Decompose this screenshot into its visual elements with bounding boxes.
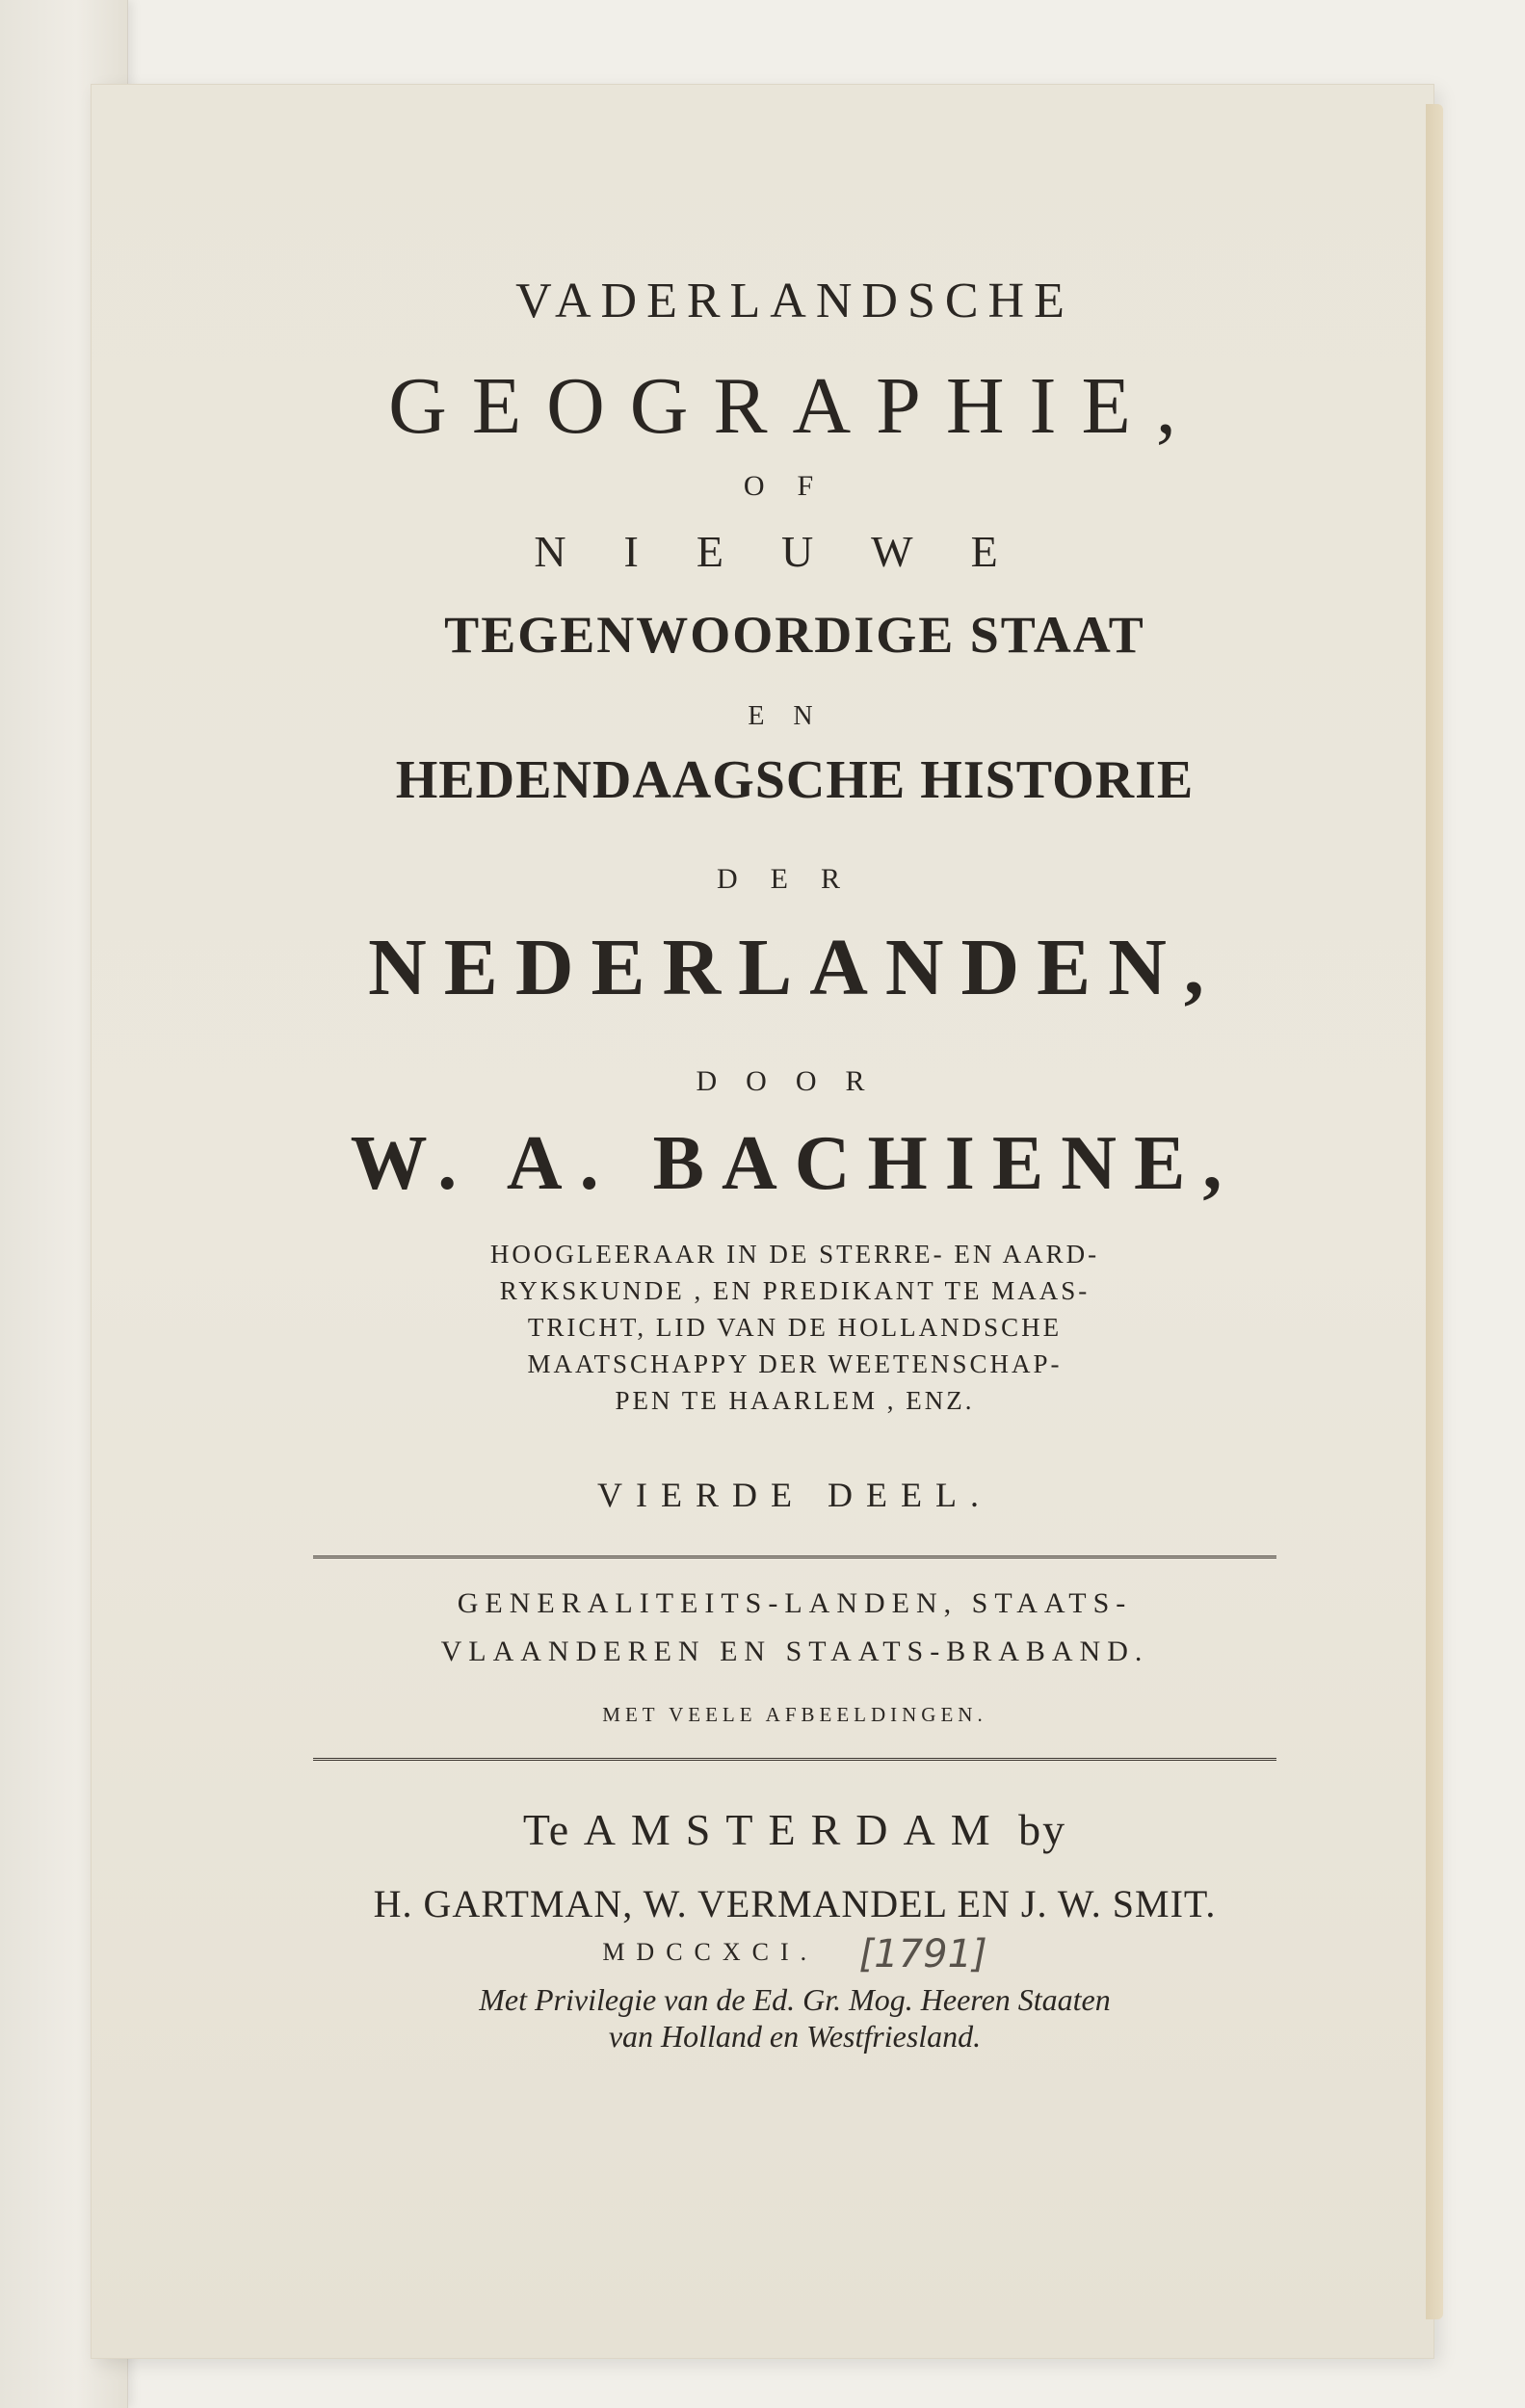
title-line-hedendaagsche-historie: HEDENDAAGSCHE HISTORIE bbox=[395, 750, 1195, 810]
author-description-line: HOOGLEERAAR IN DE STERRE- EN AARD- bbox=[489, 1240, 1100, 1269]
title-page bbox=[92, 85, 1433, 2358]
author-door: DOOR bbox=[696, 1065, 894, 1097]
author-name: W. A. BACHIENE, bbox=[350, 1121, 1240, 1206]
imprint-publishers: H. GARTMAN, W. VERMANDEL EN J. W. SMIT. bbox=[373, 1882, 1217, 1925]
author-description-line: PEN TE HAARLEM , ENZ. bbox=[615, 1386, 975, 1415]
title-line-nieuwe: NIEUWE bbox=[534, 527, 1056, 576]
illustrations-note: MET VEELE AFBEELDINGEN. bbox=[602, 1703, 987, 1726]
imprint-te: Te bbox=[522, 1805, 571, 1854]
title-line-en: EN bbox=[748, 701, 842, 731]
author-description-line: MAATSCHAPPY DER WEETENSCHAP- bbox=[527, 1349, 1063, 1378]
volume-label: VIERDE DEEL. bbox=[597, 1476, 992, 1514]
imprint-year-line bbox=[284, 1932, 1305, 1976]
imprint-by: by bbox=[1018, 1805, 1067, 1854]
title-line-nederlanden: NEDERLANDEN, bbox=[368, 923, 1222, 1012]
author-description-line: TRICHT, LID VAN DE HOLLANDSCHE bbox=[527, 1313, 1063, 1342]
author-description bbox=[284, 1236, 1305, 1419]
subject-line-2: VLAANDEREN EN STAATS-BRABAND. bbox=[440, 1636, 1149, 1667]
privilege-line-2: van Holland en Westfriesland. bbox=[608, 2019, 982, 2054]
handwritten-year-note: [1791] bbox=[858, 1932, 987, 1976]
imprint-city: AMSTERDAM bbox=[583, 1805, 1006, 1854]
title-line-of: OF bbox=[743, 470, 847, 502]
title-line-tegenwoordige-staat: TEGENWOORDIGE STAAT bbox=[444, 606, 1145, 664]
divider-rule bbox=[313, 1758, 1276, 1761]
subject-line-1: GENERALITEITS-LANDEN, STAATS- bbox=[457, 1587, 1133, 1619]
page-fore-edge bbox=[1426, 104, 1443, 2319]
privilege-line-1: Met Privilegie van de Ed. Gr. Mog. Heeren Staaten bbox=[479, 1982, 1111, 2017]
author-description-line: RYKSKUNDE , EN PREDIKANT TE MAAS- bbox=[499, 1276, 1091, 1305]
imprint-year: MDCCXCI. bbox=[602, 1937, 819, 1966]
imprint-city-line bbox=[284, 1804, 1305, 1855]
title-line-geographie: GEOGRAPHIE, bbox=[388, 361, 1201, 451]
title-line-der: DER bbox=[717, 863, 873, 895]
title-line-vaderlandsche: VADERLANDSCHE bbox=[515, 274, 1074, 328]
divider-rule bbox=[313, 1556, 1276, 1558]
